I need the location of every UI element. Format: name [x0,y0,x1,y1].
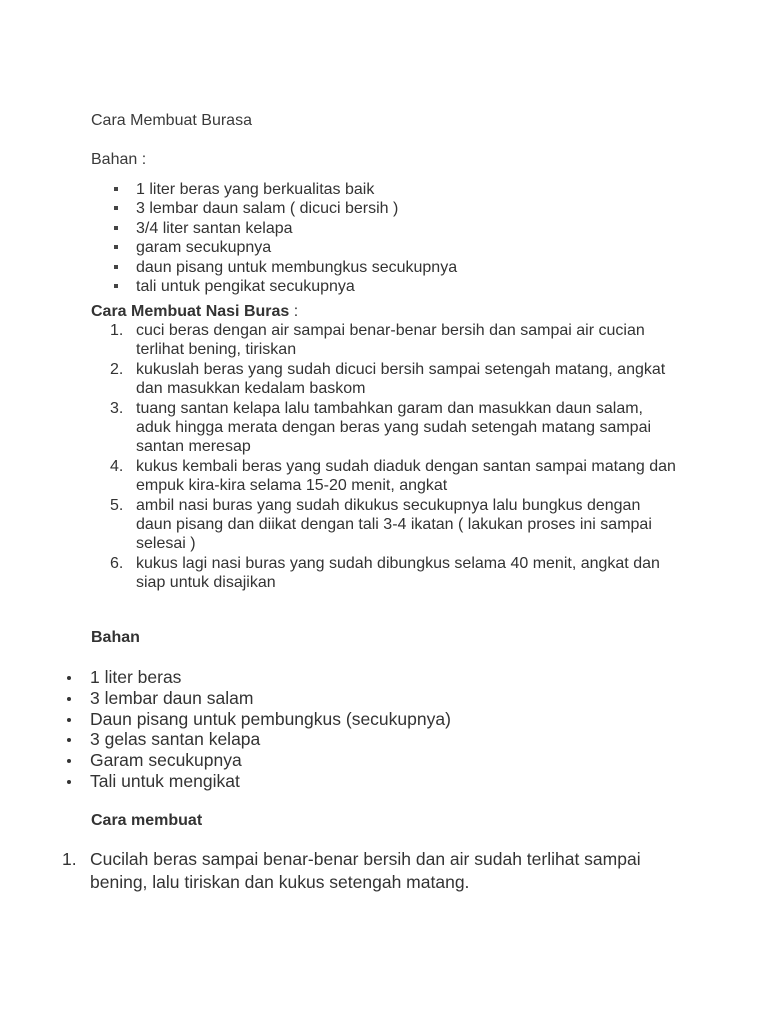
list-item-text: garam secukupnya [136,239,272,257]
list-item [62,771,451,792]
step-number: 5. [110,496,124,514]
step-number: 4. [110,457,124,475]
list-item [110,399,680,457]
square-bullet-icon [114,284,118,288]
steps-heading-suffix: : [289,303,299,320]
list-item [62,750,451,771]
step-number: 1. [62,849,77,869]
cara-heading-2: Cara membuat [91,812,203,829]
list-item [110,554,680,593]
square-bullet-icon [114,226,118,230]
list-item [110,496,680,554]
steps-list-2 [62,848,662,894]
step-number: 3. [110,399,124,417]
step-number: 2. [110,360,124,378]
bullet-dot-icon [67,780,71,784]
list-item-text: daun pisang untuk membungkus secukupnya [136,258,458,276]
bullet-dot-icon [67,697,71,701]
bullet-dot-icon [67,738,71,742]
steps-heading-1 [91,302,298,321]
list-item [110,321,680,360]
list-item [62,848,662,894]
square-bullet-icon [114,265,118,269]
steps-list-1 [110,321,680,593]
bullet-dot-icon [67,676,71,680]
step-number: 1. [110,322,124,339]
list-item [110,258,457,277]
list-item [110,277,457,296]
steps-heading-text: Cara Membuat Nasi Buras [91,303,290,320]
list-item-text: 1 liter beras [90,667,182,687]
step-text: kukuslah beras yang sudah dicuci bersih sampai setengah matang, angkat dan masukkan kedalam baskom [136,360,666,398]
bullet-dot-icon [67,718,71,722]
step-text: cuci beras dengan air sampai benar-benar bersih dan sampai air cucian terlihat bening, tiriskan [136,322,645,359]
list-item [62,729,451,750]
bullet-dot-icon [67,759,71,763]
list-item [62,709,451,730]
list-item [62,667,451,688]
list-item [110,238,457,257]
list-item [110,180,457,199]
list-item-text: Garam secukupnya [90,750,242,771]
bahan-heading-2: Bahan [91,629,140,646]
step-text: Cucilah beras sampai benar-benar bersih dan air sudah terlihat sampai bening, lalu tiriskan dan kukus setengah matang. [90,849,641,892]
ingredients-list-1 [110,180,457,296]
step-text: tuang santan kelapa lalu tambahkan garam dan masukkan daun salam, aduk hingga merata dengan beras yang sudah setengah matang sampai santan meresap [136,399,652,456]
step-text: ambil nasi buras yang sudah dikukus secukupnya lalu bungkus dengan daun pisang dan diikat dengan tali 3-4 ikatan ( lakukan proses ini sampai selesai ) [136,496,652,553]
step-text: kukus lagi nasi buras yang sudah dibungkus selama 40 menit, angkat dan siap untuk disajikan [136,554,660,592]
list-item-text: Daun pisang untuk pembungkus (secukupnya) [90,708,451,729]
document-title: Cara Membuat Burasa [91,112,252,129]
list-item [110,219,457,238]
list-item [62,688,451,709]
square-bullet-icon [114,206,118,210]
square-bullet-icon [114,187,118,191]
list-item [110,360,680,399]
ingredients-list-2 [62,667,451,792]
list-item-text: 3 lembar daun salam ( dicuci bersih ) [136,200,399,218]
bahan-label: Bahan : [91,151,147,168]
list-item [110,199,457,218]
step-number: 6. [110,554,124,572]
list-item-text: 3 lembar daun salam [90,687,254,708]
list-item-text: 1 liter beras yang berkualitas baik [136,181,375,198]
list-item-text: tali untuk pengikat secukupnya [136,278,355,296]
list-item-text: 3 gelas santan kelapa [90,729,261,750]
list-item-text: Tali untuk mengikat [90,770,240,791]
list-item-text: 3/4 liter santan kelapa [136,219,293,237]
square-bullet-icon [114,245,118,249]
list-item [110,457,680,496]
step-text: kukus kembali beras yang sudah diaduk dengan santan sampai matang dan empuk kira-kira selama 15-20 menit, angkat [136,457,676,495]
